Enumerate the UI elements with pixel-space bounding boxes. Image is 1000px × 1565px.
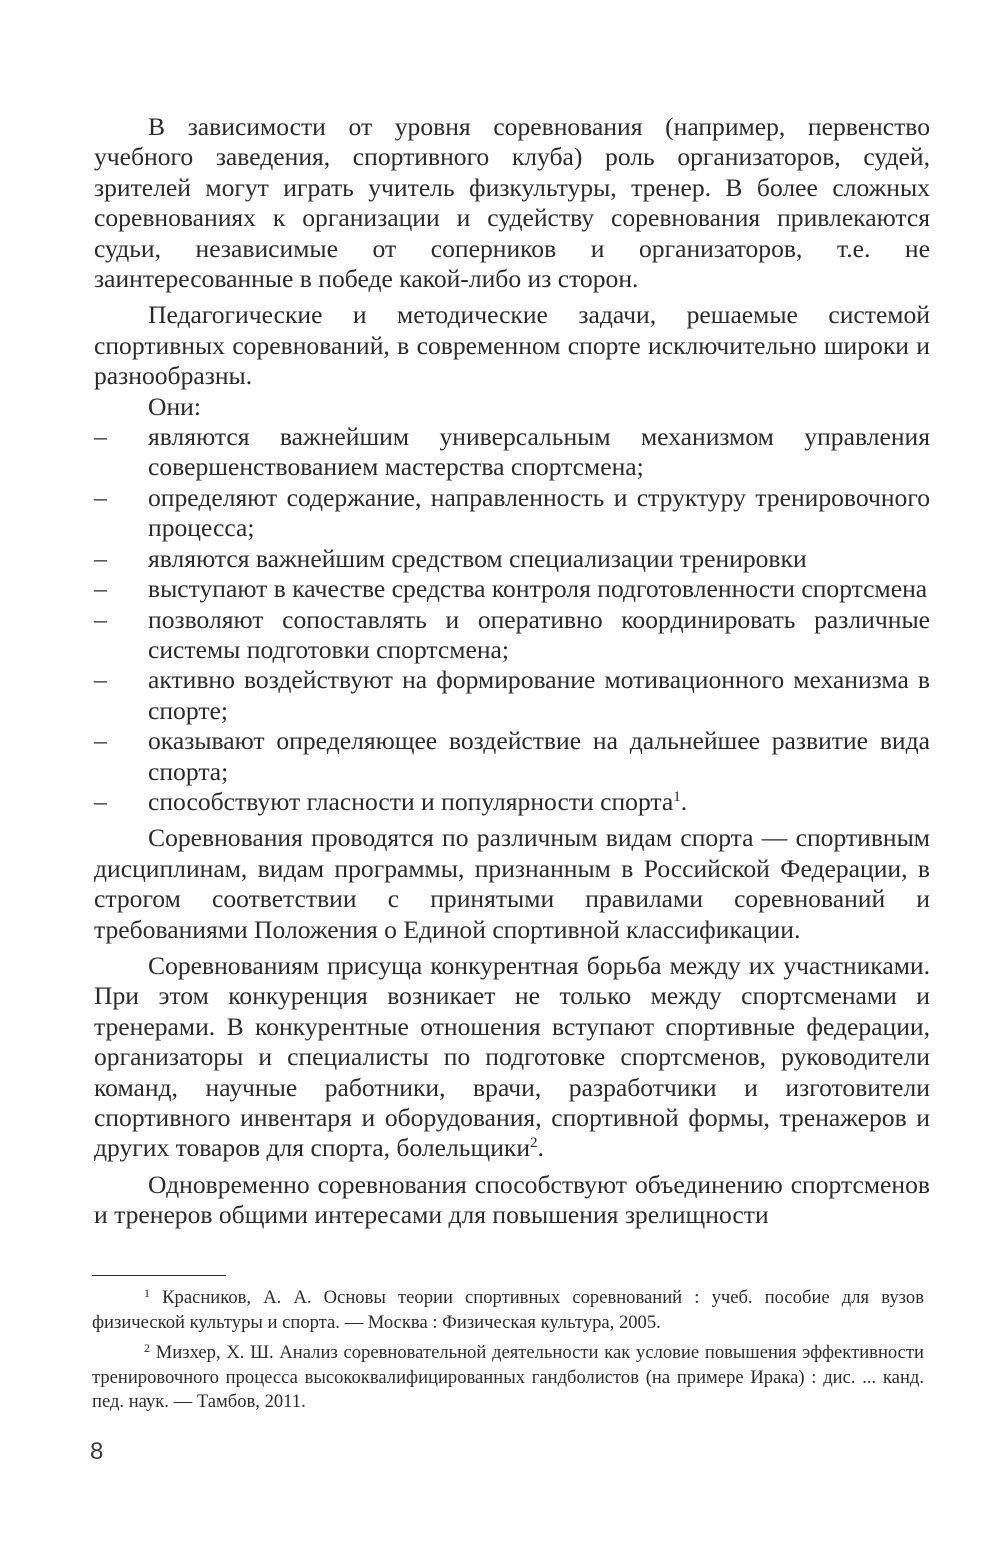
task-list bbox=[94, 422, 930, 817]
list-item bbox=[94, 544, 930, 574]
paragraph: Педагогические и методические задачи, решаемые системой спортивных соревнований, в современном спорте исключительно широки и разнообразны. bbox=[94, 300, 930, 391]
list-item bbox=[94, 726, 930, 787]
list-item-text: оказывают определяющее воздействие на дальнейшее развитие вида спорта; bbox=[148, 726, 930, 786]
list-item bbox=[94, 574, 930, 604]
dash-marker: – bbox=[94, 482, 107, 512]
list-item-text: определяют содержание, направленность и структуру тренировочного процесса; bbox=[148, 482, 930, 543]
footnote-number: 1 bbox=[144, 1286, 150, 1300]
list-item-text: позволяют сопоставлять и оперативно координировать различные системы подготовки спортсмена; bbox=[148, 604, 930, 664]
list-item-text: активно воздействуют на формирование мотивационного механизма в спорте; bbox=[148, 665, 930, 725]
footnote-ref[interactable]: 1 bbox=[673, 788, 681, 805]
list-item bbox=[94, 483, 930, 544]
list-item-text: способствуют гласности и популярности спорта bbox=[148, 786, 674, 816]
paragraph bbox=[94, 823, 930, 945]
list-item bbox=[94, 422, 930, 483]
list-item-text: являются важнейшим средством специализации тренировки bbox=[148, 543, 807, 573]
footnotes bbox=[92, 1286, 924, 1421]
main-text bbox=[94, 112, 930, 1237]
footnote bbox=[92, 1286, 924, 1335]
list-item-text: являются важнейшим универсальным механизмом управления совершенствованием мастерства спортсмена; bbox=[148, 422, 930, 482]
list-item bbox=[94, 787, 930, 817]
dash-marker: – bbox=[94, 543, 107, 573]
paragraph-text: Соревнования проводятся по различным видам спорта — спортивным дисциплинам, видам программы, признанным в Российской Федерации, в строгом соответствии с принятыми правилами соревнований и требованиями Положения о Единой спортивной классификации. bbox=[94, 823, 930, 944]
list-item bbox=[94, 605, 930, 666]
paragraph bbox=[94, 951, 930, 1164]
paragraph: Одновременно соревнования способствуют объединению спортсменов и тренеров общими интересами для повышения зрелищности bbox=[94, 1169, 930, 1230]
paragraph-end: . bbox=[537, 1133, 544, 1163]
paragraph: В зависимости от уровня соревнования (например, первенство учебного заведения, спортивного клуба) роль организаторов, судей, зрителей могут играть учитель физкультуры, тренер. В более сложных соревнованиях к организации и судейству соревнования привлекаются судьи, независимые от соперников и организаторов, т.е. не заинтересованные в победе какой-либо из сторон. bbox=[94, 112, 930, 294]
list-item bbox=[94, 665, 930, 726]
dash-marker: – bbox=[94, 786, 107, 816]
paragraph: Они: bbox=[148, 391, 201, 421]
footnote-text: Мизхер, Х. Ш. Анализ соревновательной деятельности как условие повышения эффективности тренировочного процесса высококвалифицированных гандболистов (на примере Ирака) : дис. ... канд. пед. наук. — Тамбов, 2011. bbox=[92, 1342, 924, 1412]
dash-marker: – bbox=[94, 665, 107, 695]
dash-marker: – bbox=[94, 604, 107, 634]
footnote-ref[interactable]: 2 bbox=[530, 1135, 538, 1152]
dash-marker: – bbox=[94, 726, 107, 756]
page-number: 8 bbox=[90, 1438, 104, 1465]
list-item-text: выступают в качестве средства контроля подготовленности спортсмена bbox=[148, 574, 928, 604]
list-item-end: . bbox=[680, 786, 688, 816]
footnote-number: 2 bbox=[144, 1341, 150, 1355]
paragraph-text: Соревнованиям присуща конкурентная борьба между их участниками. При этом конкуренция возникает не только между спортсменами и тренерами. В конкурентные отношения вступают спортивные федерации, организаторы и специалисты по подготовке спортсменов, руководители команд, научные работники, врачи, разработчики и изготовители спортивного инвентаря и оборудования, спортивной формы, тренажеров и других товаров для спорта, болельщики bbox=[94, 950, 930, 1163]
dash-marker: – bbox=[94, 574, 107, 604]
footnote-divider bbox=[92, 1275, 226, 1276]
footnote bbox=[92, 1341, 924, 1415]
footnote-text: Красников, А. А. Основы теории спортивных соревнований : учеб. пособие для вузов физической культуры и спорта. — Москва : Физическая культура, 2005. bbox=[92, 1287, 924, 1333]
dash-marker: – bbox=[94, 422, 107, 452]
